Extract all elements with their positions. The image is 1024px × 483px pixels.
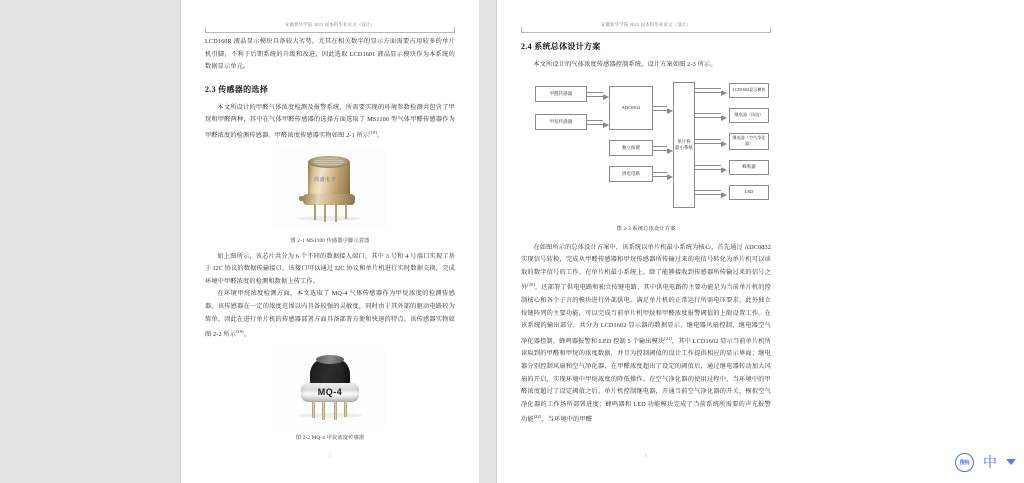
- header-tick-left: [205, 27, 206, 33]
- mq4-pin-2: [322, 401, 325, 420]
- page-number-left: 5: [328, 454, 332, 459]
- figure-mq4: [205, 351, 455, 441]
- running-header-right: [521, 22, 771, 34]
- citation-21: [21]: [664, 335, 672, 341]
- conn-mcu-lcd-a: [695, 88, 721, 89]
- ms1100-pin-3: [335, 204, 337, 222]
- header-tick-left-right: [521, 27, 522, 33]
- system-desc-part-3: ，其中 LCD1602 显示当前单片机所读取到的甲醛和甲烷的浓度数据，并且为控制阈值的设计工作提供相应的显示界面；继电器分别控制风扇和空气净化器，在甲醛浓度超出了设定的阈值后，通过继电器转动加大风扇的开启，实现环境中甲烷浓度的降低操作。在空气净化器的使用过程中，当环境中的甲醛浓度超过了设定阈值之后，单片机控制继电器，开通当前空气净化器的开关，模拟空气净化器的工作场所部署进度；蜂鸣器和 LED 功能模块完成了当前系统所需要的声光报警功能: [521, 337, 772, 424]
- conn-formaldehyde-adc-b: [587, 96, 603, 97]
- conn-mcu-buzzer-b: [695, 169, 721, 170]
- block-methane-sensor: 甲烷传感器: [535, 114, 587, 130]
- ms1100-brand-mark: 炜盛电子: [314, 176, 337, 183]
- block-lcd1602: LCD1602显示模块: [729, 83, 769, 98]
- figure-caption-2-1: 图 2-1 MS1100 传感器引脚示意图: [290, 237, 370, 244]
- ms1100-shadow: [298, 216, 360, 221]
- conn-formaldehyde-adc-a: [587, 92, 603, 93]
- mq4-dome-cap: [316, 355, 344, 364]
- mq4-pin-1: [312, 401, 315, 418]
- page-right-body: [521, 36, 771, 427]
- mq4-pin-4: [344, 401, 347, 417]
- paragraph-mq4-selection: [205, 288, 455, 341]
- figure-ms1100: [205, 150, 455, 244]
- block-adc0832: ADC0832: [609, 86, 653, 130]
- ime-indicator[interactable]: [955, 447, 1016, 477]
- block-led: LED: [729, 185, 769, 200]
- conn-methane-adc-b: [587, 124, 603, 125]
- conn-mcu-led-a: [695, 190, 721, 191]
- system-desc-part-1: 在如图所示的总体设计方案中，该系统以单片机最小系统为核心，首先通过 ADC0832 实现信号转换，完成从甲醛传感器和甲烷传感器所传输过来的电信号转化为单片机可以读取的数字信号的工作。在单片机最小系统上，除了能够接收到传感器所传输过来的信号之外: [521, 243, 771, 292]
- ms1100-pin-4: [345, 204, 347, 219]
- system-desc-part-4: ，当环境中的甲醛: [541, 416, 592, 424]
- document-page-left[interactable]: [181, 0, 479, 483]
- conn-mcu-lcd-b: [695, 92, 721, 93]
- citation-18: [18]: [369, 129, 377, 135]
- mq4-pin-3: [334, 401, 337, 420]
- citation-19: [19]: [236, 329, 244, 335]
- paragraph-system-description: [521, 242, 771, 428]
- page-number-right: 6: [644, 454, 648, 459]
- conn-keys-mcu-a: [653, 146, 667, 147]
- block-relay-fan: 继电器（风扇）: [729, 108, 769, 123]
- block-power-circuit: 供电电路: [609, 166, 653, 182]
- document-page-right[interactable]: [497, 0, 795, 483]
- ms1100-tab: [299, 196, 305, 201]
- conn-keys-mcu-b: [653, 150, 667, 151]
- conn-mcu-fan-b: [695, 117, 721, 118]
- block-formaldehyde-sensor: 甲醛传感器: [535, 86, 587, 102]
- paragraph-i2c-ports: 如上图所示，该芯片共分为 6 个不同的数据接入端口，其中 3 号和 4 号端口实现了基于 I2C 协议的数据传输接口，该接口可以通过 I2C 协议和单片机进行实时数据交换，完成环境中甲醛浓度的检测和数据上传工作。: [205, 252, 455, 285]
- citation-20: [20]: [527, 282, 535, 288]
- figure-caption-2-2: 图 2-2 MQ-4 甲烷浓度传感器: [295, 434, 365, 441]
- heading-2-3: 2.3 传感器的选择: [205, 84, 268, 94]
- mq4-shadow: [298, 413, 362, 418]
- conn-power-mcu-b: [653, 176, 667, 177]
- paragraph-mq4-text: 在环境甲烷浓度检测方面，本文选取了 MQ-4 气体传感器作为甲烷浓度的检测传感器。该传感器在一定的浓度范围以内具备较强的灵敏度，同时由于其外部的驱动电路较为简单，因此在进行单片机的传感器部署方面具备部署方便和快速的特点。该传感器实物如图 2-2 所示: [205, 290, 455, 339]
- conn-mcu-fan-a: [695, 113, 721, 114]
- ms1100-pin-1: [314, 204, 316, 220]
- figure-caption-2-3: 图 2-3 系统总体设计方案: [616, 225, 676, 232]
- header-rule-right: [521, 32, 771, 33]
- header-tick-right-right: [770, 27, 771, 33]
- block-mcu-core-label: 单片机 最小系统: [675, 139, 693, 150]
- system-desc-part-2: ，还部署了供电电路和独立按键电路，其中供电电路的主要功能是为当前单片机的控制核心和各个子言的模块进行外部供电，满足单片机的正常运行所需电压要求，此外独立按键阵列的主要功能，可以完成当前单片机甲烷和甲醛浓度报警阈值的上限设置工作。在该系统的输出部分，共分为 LCD1602 显示器的数据显示、继电器风扇控制、继电器空气净化器控制、蜂鸣器报警和 LED 控制 5 个输出模块: [521, 284, 771, 345]
- mq4-sensor-photo: [274, 351, 386, 425]
- paragraph-sensor-selection-text: 本文所设计的甲醛气体浓度检测及报警系统，所需要实现的环境参数检测共包含了甲烷和甲醛两种，其中在气体甲醛传感器的选择方面选取了 MS1100 型气体甲醛传感器作为甲醛浓度的检测传感器。甲醛浓度传感器实物如图 2-1 所示: [205, 103, 455, 140]
- block-relay-purifier: 继电器（空气净化器）: [729, 133, 769, 150]
- conn-mcu-purifier-b: [695, 143, 721, 144]
- page-gap: [479, 0, 497, 483]
- page-left-body: [205, 36, 455, 441]
- conn-methane-adc-a: [587, 120, 603, 121]
- conn-adc-mcu-a: [653, 106, 667, 107]
- citation-22: [22]: [533, 414, 542, 420]
- conn-power-mcu-a: [653, 172, 667, 173]
- ime-mode-label[interactable]: 中: [983, 454, 997, 470]
- header-rule: [205, 32, 455, 33]
- ms1100-mesh: [314, 158, 344, 166]
- ms1100-sensor-photo: [274, 150, 386, 228]
- conn-mcu-led-b: [695, 194, 721, 195]
- running-header-text: 安徽新华学院 2022 届本科毕业论文（设计）: [284, 22, 376, 27]
- sogou-logo-icon[interactable]: 搜狗: [955, 453, 974, 472]
- running-header-text-right: 安徽新华学院 2022 届本科毕业论文（设计）: [600, 22, 692, 27]
- ms1100-pin-2: [324, 204, 326, 222]
- paragraph-overall-scheme-intro: 本文所设计的气体浓度传感器控制系统，设计方案如图 2-3 所示。: [533, 61, 717, 68]
- system-block-diagram: [521, 78, 771, 223]
- paragraph-sensor-selection-end: 。: [376, 132, 384, 140]
- block-buzzer: 蜂鸣器: [729, 160, 769, 175]
- heading-2-4: 2.4 系统总体设计方案: [521, 42, 601, 51]
- block-mcu-core: [673, 82, 695, 208]
- block-independent-keys: 独立按键: [609, 140, 653, 156]
- mq4-part-label: MQ-4: [317, 386, 343, 397]
- conn-mcu-buzzer-a: [695, 165, 721, 166]
- conn-mcu-purifier-a: [695, 139, 721, 140]
- paragraph-sensor-selection: [205, 102, 455, 143]
- running-header-left: [205, 22, 455, 34]
- triangle-icon[interactable]: [1006, 459, 1016, 465]
- viewer-right-margin: [795, 0, 1024, 483]
- paragraph-lcd-module: LCD160R 液晶显示模块具备较大劣势，尤其在相关数字的显示方面需要占用较多的单片机引脚，不利于后期系统的升级和改进，因此选取 LCD1601 液晶显示模块作为本系统的数据显示单元。: [205, 38, 455, 71]
- conn-adc-mcu-b: [653, 110, 667, 111]
- header-tick-right: [454, 27, 455, 33]
- paragraph-mq4-end: 。: [243, 331, 251, 339]
